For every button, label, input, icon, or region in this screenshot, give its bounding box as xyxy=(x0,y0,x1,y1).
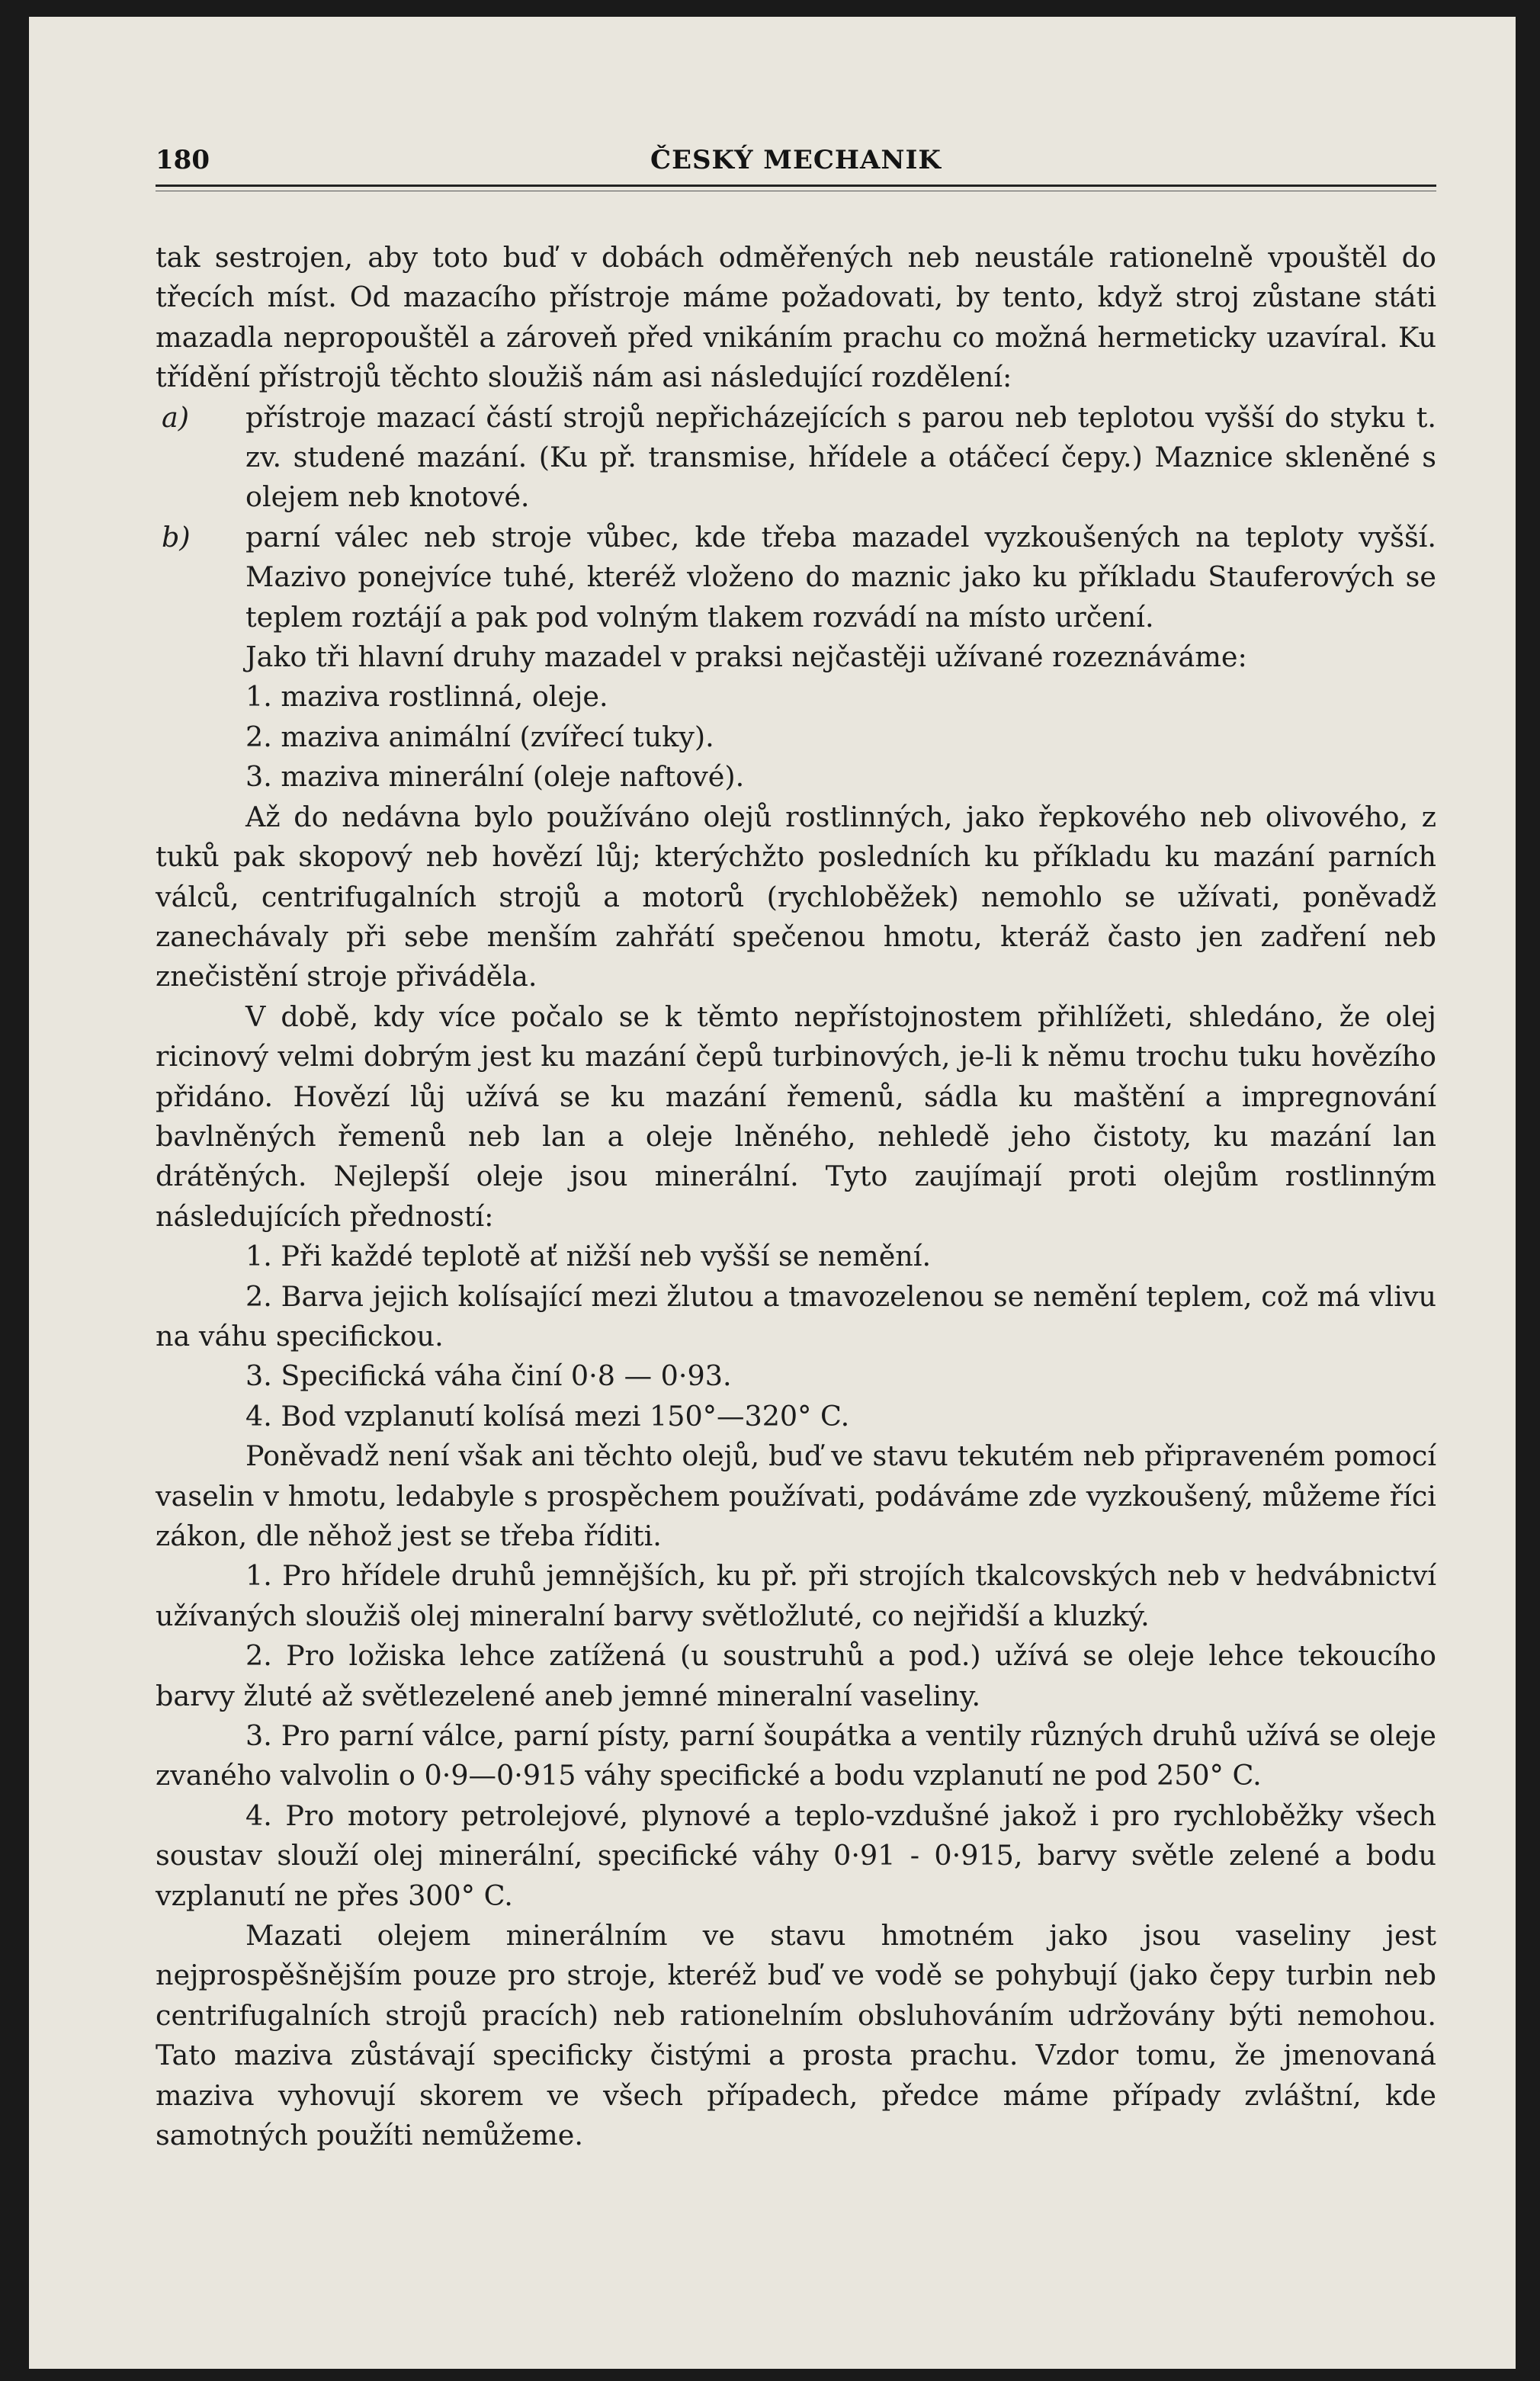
scanned-page xyxy=(29,17,1516,2369)
paragraph: Až do nedávna bylo používáno olejů rostlinných, jako řepkového neb olivového, z tuků pak skopový neb hovězí lůj; kterýchžto posledních ku příkladu ku mazání parních válců, centrifugalních strojů a motorů (rychloběžek) nemohlo se užívati, poněvadž zanechávaly při sebe menším zahřátí spečenou hmotu, kteráž často jen zadření neb znečistění stroje přiváděla. xyxy=(156,800,1436,993)
paragraph: Poněvadž není však ani těchto olejů, buď ve stavu tekutém neb připraveném pomocí vaselin v hmotu, ledabyle s prospěchem používati, podáváme zde vyzkoušený, můžeme říci zákon, dle něhož jest se třeba říditi. xyxy=(156,1439,1436,1552)
page-number: 180 xyxy=(156,145,210,175)
paragraph: 1. Pro hřídele druhů jemnějších, ku př. při strojích tkalcovských neb v hedvábnictví užívaných sloužiš olej mineralní barvy světložluté, co nejřidší a kluzký. xyxy=(156,1559,1436,1632)
paragraph: Jako tři hlavní druhy mazadel v praksi nejčastěji užívané rozeznáváme: xyxy=(245,640,1247,674)
list-label: b) xyxy=(162,520,191,554)
list-label: a) xyxy=(162,400,190,434)
running-header xyxy=(156,145,1436,183)
body-text xyxy=(156,238,1436,2156)
list-text: přístroje mazací částí strojů nepřicházejících s parou neb teplotou vyšší do styku t. zv. studené mazání. (Ku př. transmise, hřídele a otáčecí čepy.) Maznice skleněné s olejem neb knotové. xyxy=(245,400,1436,514)
paragraph: 2. Pro ložiska lehce zatížená (u soustruhů a pod.) užívá se oleje lehce tekoucího barvy žluté až světlezelené aneb jemné mineralní vaseliny. xyxy=(156,1639,1436,1712)
list-item xyxy=(156,398,1436,518)
paragraph: 3. maziva minerální (oleje naftové). xyxy=(245,760,745,794)
paragraph: V době, kdy více počalo se k těmto nepřístojnostem přihlížeti, shledáno, že olej ricinový velmi dobrým jest ku mazání čepů turbinových, je-li k němu trochu tuku hovězího přidáno. Hovězí lůj užívá se ku mazání řemenů, sádla ku maštění a impregnování bavlněných řemenů neb lan a oleje lněného, nehledě jeho čistoty, ku mazání lan drátěných. Nejlepší oleje jsou minerální. Tyto zaujímají proti olejům rostlinným následujících předností: xyxy=(156,1000,1436,1233)
list-text: parní válec neb stroje vůbec, kde třeba mazadel vyzkoušených na teploty vyšší. Mazivo ponejvíce tuhé, kteréž vloženo do maznic jako ku příkladu Stauferových se teplem roztájí a pak pod volným tlakem rozvádí na místo určení. xyxy=(245,520,1436,634)
paragraph: Mazati olejem minerálním ve stavu hmotném jako jsou vaseliny jest nejprospěšnějším pouze pro stroje, kteréž buď ve vodě se pohybují (jako čepy turbin neb centrifugalních strojů pracích) neb rationelním obsluhováním udržovány býti nemohou. Tato maziva zůstávají specificky čistými a prosta prachu. Vzdor tomu, že jmenovaná maziva vyhovují skorem ve všech případech, předce máme případy zvláštní, kde samotných použíti nemůžeme. xyxy=(156,1919,1436,2152)
header-rule xyxy=(156,185,1436,187)
list-item xyxy=(156,518,1436,637)
paragraph: 2. Barva jejich kolísající mezi žlutou a tmavozelenou se nemění teplem, což má vlivu na váhu specifickou. xyxy=(156,1279,1436,1353)
paragraph: 3. Pro parní válce, parní písty, parní šoupátka a ventily různých druhů užívá se oleje zvaného valvolin o 0·9—0·915 váhy specifické a bodu vzplanutí ne pod 250° C. xyxy=(156,1719,1436,1792)
journal-title: ČESKÝ MECHANIK xyxy=(650,145,942,175)
paragraph: 4. Bod vzplanutí kolísá mezi 150°—320° C. xyxy=(245,1399,850,1433)
paragraph: 4. Pro motory petrolejové, plynové a teplo-vzdušné jakož i pro rychloběžky všech soustav slouží olej minerální, specifické váhy 0·91 - 0·915, barvy světle zelené a bodu vzplanutí ne přes 300° C. xyxy=(156,1799,1436,1912)
paragraph: 2. maziva animální (zvířecí tuky). xyxy=(245,720,714,753)
paragraph: tak sestrojen, aby toto buď v dobách odměřených neb neustále rationelně vpouštěl do třecích míst. Od mazacího přístroje máme požadovati, by tento, když stroj zůstane státi mazadla nepropouštěl a zároveň před vnikáním prachu co možná hermeticky uzavíral. Ku třídění přístrojů těchto sloužiš nám asi následující rozdělení: xyxy=(156,241,1436,394)
paragraph: 1. maziva rostlinná, oleje. xyxy=(245,680,608,714)
paragraph: 3. Specifická váha činí 0·8 — 0·93. xyxy=(245,1359,732,1393)
paragraph: 1. Při každé teplotě ať nižší neb vyšší se nemění. xyxy=(245,1240,932,1273)
